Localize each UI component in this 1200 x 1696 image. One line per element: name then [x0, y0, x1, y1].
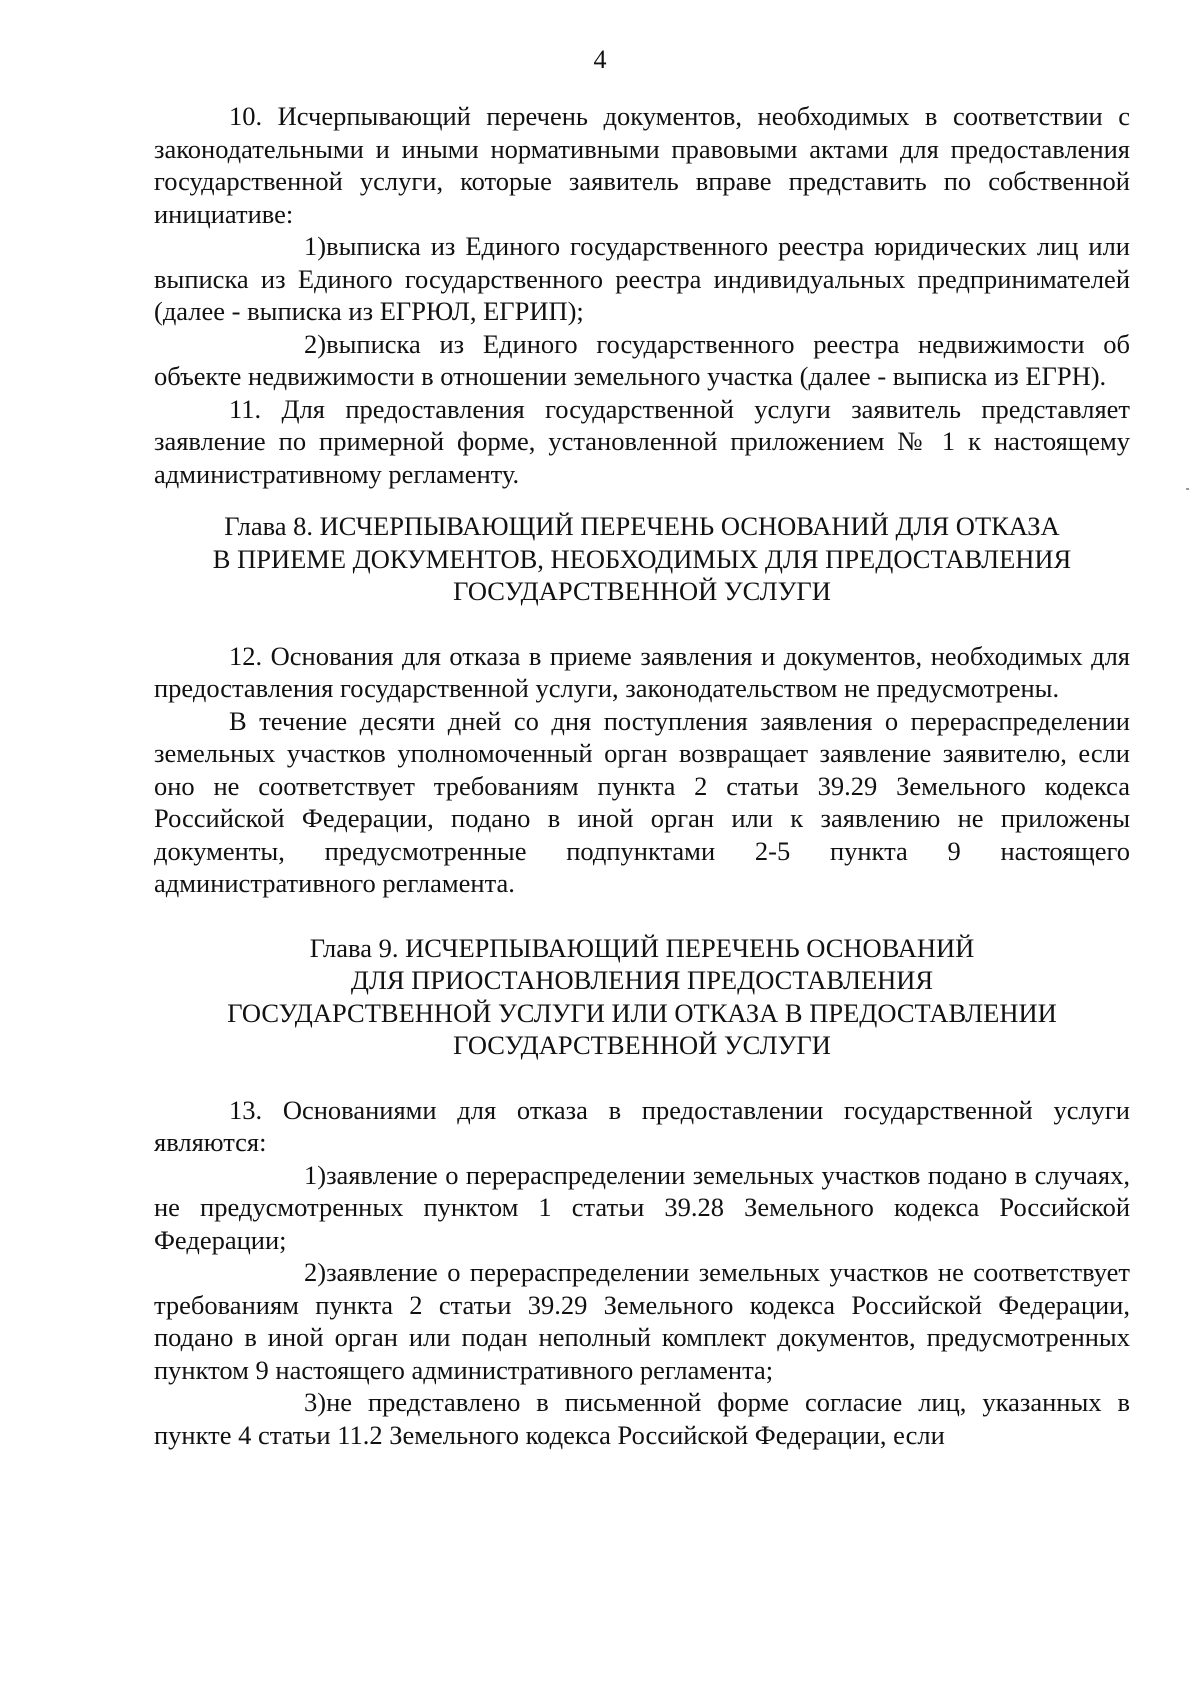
chapter-8-heading-line: ГОСУДАРСТВЕННОЙ УСЛУГИ	[453, 576, 831, 606]
paragraph-13-item-1	[154, 1159, 1130, 1257]
item-number: 2)	[304, 328, 327, 359]
chapter-9-heading-line: ГОСУДАРСТВЕННОЙ УСЛУГИ	[453, 1030, 831, 1060]
paragraph-11: 11. Для предоставления государственной услуги заявитель представляет заявление по примерной форме, установленной приложением № 1 к настоящему административному регламенту.	[154, 393, 1130, 489]
item-number: 1)	[304, 1159, 327, 1190]
paragraph-10-intro: 10. Исчерпывающий перечень документов, необходимых в соответствии с законодательными и иными нормативными правовыми актами для предоставления государственной услуги, которые заявитель вправе представить по собственной инициативе:	[154, 101, 1130, 229]
paragraph-10-item-2	[154, 328, 1130, 393]
paragraph-13-intro: 13. Основаниями для отказа в предоставлении государственной услуги являются:	[154, 1094, 1130, 1157]
item-number: 2)	[304, 1257, 327, 1287]
paragraph-12: 12. Основания для отказа в приеме заявления и документов, необходимых для предоставления государственной услуги, законодательством не предусмотрены.	[154, 640, 1130, 703]
chapter-9-heading-line: ДЛЯ ПРИОСТАНОВЛЕНИЯ ПРЕДОСТАВЛЕНИЯ	[350, 965, 934, 995]
chapter-9-heading-line: ГОСУДАРСТВЕННОЙ УСЛУГИ ИЛИ ОТКАЗА В ПРЕДОСТАВЛЕНИИ	[227, 997, 1057, 1028]
chapter-8-heading-line: В ПРИЕМЕ ДОКУМЕНТОВ, НЕОБХОДИМЫХ ДЛЯ ПРЕДОСТАВЛЕНИЯ	[212, 543, 1072, 574]
page-number: 4	[593, 45, 607, 74]
item-number: 1)	[304, 231, 327, 261]
paragraph-13-item-2	[154, 1256, 1130, 1386]
item-text: не представлено в письменной форме согласие лиц, указанных в пункте 4 статьи 11.2 Земельного кодекса Российской Федерации, если	[154, 1387, 1130, 1450]
document-body	[154, 100, 1130, 1451]
item-text: выписка из Единого государственного реестра недвижимости об объекте недвижимости в отношении земельного участка (далее - выписка из ЕГРН).	[154, 328, 1130, 391]
chapter-9-heading-line: Глава 9. ИСЧЕРПЫВАЮЩИЙ ПЕРЕЧЕНЬ ОСНОВАНИЙ	[309, 932, 975, 963]
chapter-9-heading	[154, 932, 1130, 1062]
item-text: заявление о перераспределении земельных участков подано в случаях, не предусмотренных пунктом 1 статьи 39.28 Земельного кодекса Российской Федерации;	[154, 1159, 1130, 1255]
item-text: заявление о перераспределении земельных участков не соответствует требованиям пункта 2 статьи 39.29 Земельного кодекса Российской Федерации, подано в иной орган или подан неполный комплект документов, предусмотренных пунктом 9 настоящего административного регламента;	[154, 1257, 1130, 1385]
chapter-8-heading	[154, 510, 1130, 608]
scan-speck	[1186, 488, 1189, 490]
paragraph-13-item-3	[154, 1386, 1130, 1451]
item-number: 3)	[304, 1387, 327, 1417]
item-text: выписка из Единого государственного реестра юридических лиц или выписка из Единого государственного реестра индивидуальных предпринимателей (далее - выписка из ЕГРЮЛ, ЕГРИП);	[154, 231, 1130, 326]
paragraph-10-item-1	[154, 230, 1130, 328]
paragraph-12-continued: В течение десяти дней со дня поступления заявления о перераспределении земельных участков уполномоченный орган возвращает заявление заявителю, если оно не соответствует требованиям пункта 2 статьи 39.29 Земельного кодекса Российской Федерации, подано в иной орган или к заявлению не приложены документы, предусмотренные подпунктами 2-5 пункта 9 настоящего административного регламента.	[154, 705, 1130, 898]
chapter-8-heading-line: Глава 8. ИСЧЕРПЫВАЮЩИЙ ПЕРЕЧЕНЬ ОСНОВАНИЙ ДЛЯ ОТКАЗА	[224, 511, 1060, 541]
